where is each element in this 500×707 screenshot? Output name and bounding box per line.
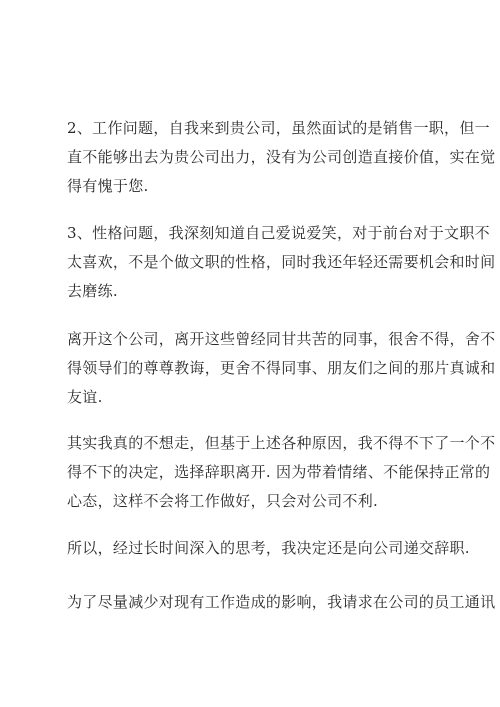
text-line: 心态，这样不会将工作做好，只会对公司不利.	[67, 492, 379, 510]
text-line: 3、性格问题，我深刻知道自己爱说爱笑，对于前台对于文职不	[67, 224, 490, 242]
text-line: 太喜欢，不是个做文职的性格，同时我还年轻还需要机会和时间	[67, 253, 496, 271]
text-line: 其实我真的不想走，但基于上述各种原因，我不得不下了一个不	[67, 434, 496, 452]
text-line: 直不能够出去为贵公司出力，没有为公司创造直接价值，实在觉	[67, 148, 496, 166]
paragraph-reluctant-decision	[67, 429, 496, 516]
text-line: 友谊.	[67, 388, 103, 406]
paragraph-minimize-impact	[67, 588, 496, 617]
paragraph-work-issue	[67, 114, 496, 201]
text-line: 得领导们的尊尊教诲，更舍不得同事、朋友们之间的那片真诚和	[67, 359, 496, 377]
text-line: 离开这个公司，离开这些曾经同甘共苦的同事，很舍不得，舍不	[67, 330, 496, 348]
text-line: 为了尽量减少对现有工作造成的影响，我请求在公司的员工通讯	[67, 593, 496, 611]
paragraph-personality-issue	[67, 219, 496, 306]
text-line: 得不下的决定，选择辞职离开. 因为带着情绪、不能保持正常的	[67, 463, 491, 481]
paragraph-leaving-colleagues	[67, 325, 496, 412]
text-line: 去磨练.	[67, 282, 118, 300]
text-line: 得有愧于您.	[67, 177, 149, 195]
text-line: 2、工作问题，自我来到贵公司，虽然面试的是销售一职，但一	[67, 119, 490, 137]
paragraph-submit-resignation	[67, 534, 470, 563]
text-line: 所以，经过长时间深入的思考，我决定还是向公司递交辞职.	[67, 539, 470, 557]
